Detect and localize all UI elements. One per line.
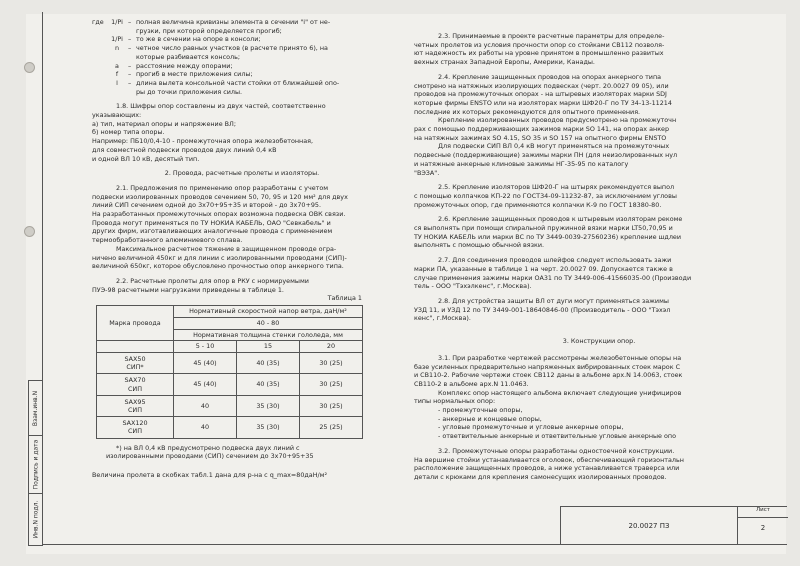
paragraph: 2.4. Крепление защищенных проводов на опорах анкерного типа — [438, 72, 662, 81]
title-block — [560, 506, 787, 545]
table-cell: 35 (30) — [237, 395, 300, 416]
paragraph: вехных странах Западной Европы, Америки, Канады. — [414, 58, 595, 67]
paragraph: и одной ВЛ 10 кВ, десятый тип. — [92, 154, 200, 163]
paragraph: и СВ110-2. Рабочие чертежи стоек СВ112 даны в альбоме арх.N 14.0063, стоек — [414, 371, 683, 380]
table-note: *) на ВЛ 0,4 кВ предусмотрено подвеска двух линий с — [116, 443, 300, 452]
table-row — [97, 395, 363, 416]
paragraph: На разработанных промежуточных опорах возможна подвеска ОВК связи. — [92, 210, 346, 219]
paragraph: На вершине стойки устанавливается оголовок, обеспечивающий горизонтальн — [414, 455, 684, 464]
paragraph: на натяжных зажимах SO 4.15, SO 35 и SO 157 на опытного фирмы ENSTO — [414, 133, 667, 142]
paragraph: термообработанного алюминиевого сплава. — [92, 236, 243, 245]
table-ice-col: 20 — [300, 341, 363, 353]
paragraph: детали с крюками для крепления самонесущих изолированных проводов. — [414, 472, 667, 481]
table-ice-col: 15 — [237, 341, 300, 353]
table-header-wind: Нормативный скоростной напор ветра, даН/м² — [174, 306, 363, 318]
paragraph: Крепление изолированных проводов предусмотрено на промежуточн — [438, 116, 677, 125]
definition-row: которые разбивается консоль; — [136, 52, 241, 61]
paragraph: 2.2. Расчетные пролеты для опор в РКУ с нормируемыми — [116, 276, 309, 285]
right-column — [414, 12, 784, 482]
paragraph: для совместной подвески проводов двух линий 0,4 кВ — [92, 145, 277, 154]
table-cell: 45 (40) — [174, 352, 237, 373]
table-note: изолированными проводами (СИП) сечением до 3х70+95+35 — [106, 452, 314, 461]
paragraph: смотрено на натяжных изолирующих подвесках (черт. 20.0027 09 05), или — [414, 81, 669, 90]
paragraph: 2.8. Для устройства защиты ВЛ от дуги могут применяться зажимы — [438, 296, 669, 305]
binding-cell: Инв.N подл. — [32, 500, 40, 538]
table-cell-brand: SAX120 СИП — [97, 417, 174, 438]
paragraph: выполнять с помощью обычной вязки. — [414, 241, 545, 250]
paragraph: типы нормальных опор: — [414, 397, 496, 406]
paragraph: СВ110-2 в альбоме арх.N 11.0463. — [414, 379, 529, 388]
definition-row: a – расстояние между опорами; — [115, 61, 233, 70]
table-header-brand: Марка провода — [97, 306, 174, 341]
paragraph: последние их которых рекомендуются для опытного применения. — [414, 107, 641, 116]
binder-hole — [24, 62, 35, 73]
paragraph: а) тип, материал опоры и напряжение ВЛ; — [92, 119, 237, 128]
paragraph: Максимальное расчетное тяжение в защищенном проводе огра- — [116, 244, 337, 253]
binder-hole — [24, 226, 35, 237]
paragraph: б) номер типа опоры. — [92, 128, 165, 137]
sheet-number-box — [737, 507, 788, 545]
table-row — [97, 374, 363, 395]
table-cell: 45 (40) — [174, 374, 237, 395]
table-header-wind-range: 40 - 80 — [174, 317, 363, 329]
paragraph: 1.8. Шифры опор составлены из двух частей, соответственно — [116, 102, 326, 111]
paragraph: ПУЭ-98 расчетными нагрузками приведены в таблице 1. — [92, 285, 284, 294]
sheet-label: Лист — [738, 507, 788, 518]
table-note: Величина пролета в скобках табл.1 дана для р-на с q_max=80даН/м² — [92, 470, 328, 479]
binding-cell: Взам.инв.N — [29, 381, 43, 436]
list-item: - анкерные и концевые опоры, — [438, 414, 542, 423]
binding-cell: Подпись и дата — [29, 435, 43, 494]
definition-row: 1/Pi – то же в сечении на опоре в консоли; — [111, 35, 261, 44]
paragraph: Например: ПБ10/0,4-10 - промежуточная опора железобетонная, — [92, 137, 314, 146]
paragraph: рах с помощью поддерживающих зажимов марки SO 141, на опорах анкер — [414, 125, 670, 134]
paragraph: указывающих: — [92, 111, 142, 120]
paragraph: ют надежность их работы на уровне принятом в промышленно развитых — [414, 49, 664, 58]
paragraph: расположение защищенных проводов, а ниже устанавливается траверса или — [414, 464, 680, 473]
paragraph: 3.2. Промежуточные опоры разработаны одностоечной конструкции. — [438, 446, 675, 455]
table-ice-col: 5 - 10 — [174, 341, 237, 353]
paragraph: ничено величиной 450кг и для линии с изолированными проводами (СИП)- — [92, 253, 347, 262]
paragraph: "ВЭЗА". — [414, 168, 440, 177]
table-cell: 35 (30) — [237, 417, 300, 438]
paragraph: которые фирмы ENSTO или на изоляторах марки ШФ20-Г по ТУ 34-13-11214 — [414, 98, 672, 107]
table-cell: 40 — [174, 417, 237, 438]
paragraph: базе усиленных предварительно напряженных вибрированных стоек марок С — [414, 362, 681, 371]
section-heading: 3. Конструкции опор. — [562, 337, 636, 346]
definition-row: f – прогиб в месте приложения силы; — [115, 70, 253, 79]
paragraph: проводов на промежуточных опорах - на штыревых изоляторах марки SDJ — [414, 90, 667, 99]
list-item: - ответвительные анкерные и ответвительные угловые анкерные опо — [438, 432, 677, 441]
paragraph: четных пролетов из условия прочности опор со стойками СВ112 позволя- — [414, 40, 665, 49]
paragraph: тель - ООО "Тэхэлкенс", г.Москва). — [414, 282, 532, 291]
table-row — [97, 352, 363, 373]
paragraph: подвесные (поддерживающие) зажимы марки ПН (для неизолированных нул — [414, 151, 678, 160]
table-cell: 40 — [174, 395, 237, 416]
table-cell-brand: SAX50 СИП* — [97, 352, 174, 373]
definition-row: где 1/Pi – полная величина кривизны элемента в сечении "i" от не- — [92, 18, 331, 26]
paragraph: кенс", г.Москва). — [414, 314, 471, 323]
table-cell: 30 (25) — [300, 374, 363, 395]
paragraph: с помощью колпачков КП-22 по ГОСТ34-09-11232-87, за исключением угловы — [414, 191, 677, 200]
paragraph: Комплекс опор настоящего альбома включает следующие унифициров — [438, 388, 682, 397]
paragraph: ся выполнять при помощи спиральной пружинной вязки марки LT50,70,95 и — [414, 224, 673, 233]
paragraph: 2.7. Для соединения проводов шлейфов следует использовать зажи — [438, 256, 672, 265]
paragraph: 2.6. Крепление защищенных проводов к штыревым изоляторам рекоме — [438, 215, 683, 224]
paragraph: 2.1. Предложения по применению опор разработаны с учетом — [116, 183, 329, 192]
definition-row: n – четное число равных участков (в расчете принято 6), на — [114, 44, 328, 53]
paragraph: 2.5. Крепление изоляторов ШФ20-Г на штырях рекомендуется выпол — [438, 183, 675, 192]
paragraph: марки ПА, указанные в таблице 1 на черт. 20.0027 09. Допускается также в — [414, 264, 673, 273]
table-cell: 30 (25) — [300, 395, 363, 416]
table-cell: 40 (35) — [237, 374, 300, 395]
table-cell-brand: SAX95 СИП — [97, 395, 174, 416]
paragraph: случае применения зажимы марки ОА31 по ТУ 3449-006-41566035-00 (Производи — [414, 273, 692, 282]
paragraph: 3.1. При разработке чертежей рассмотрены железобетонные опоры на — [438, 353, 682, 362]
paragraph: Для подвески СИП ВЛ 0,4 кВ могут применяться на промежуточных — [438, 142, 670, 151]
table-1 — [96, 305, 363, 438]
table-header-ice: Нормативная толщина стенки гололеда, мм — [174, 329, 363, 341]
paragraph: других фирм, изготавливающих аналогичные провода с применением — [92, 227, 333, 236]
table-cell: 25 (25) — [300, 417, 363, 438]
definition-row: ры до точки приложения силы. — [136, 87, 243, 96]
left-column — [92, 18, 392, 480]
table-row — [97, 417, 363, 438]
paragraph: промежуточных опор, где применяются колпачки К-9 по ГОСТ 18380-80. — [414, 200, 662, 209]
binding-strip — [28, 380, 43, 546]
definition-row: грузки, при которой определяется прогиб; — [136, 26, 282, 35]
paragraph: и натяжные анкерные клиновые зажимы НГ-35-95 по каталогу — [414, 159, 629, 168]
list-item: - угловые промежуточные и угловые анкерные опоры, — [438, 423, 624, 432]
list-item: - промежуточные опоры, — [438, 406, 523, 415]
paragraph: величиной 650кг, которое обусловлено прочностью опор анкерного типа. — [92, 262, 344, 271]
document-code: 20.0027 ПЗ — [628, 522, 670, 530]
table-cell-brand: SAX70 СИП — [97, 374, 174, 395]
paragraph: ТУ НОКИА КАБЕЛЬ или марки ВС по ТУ 3449-0039-27560236) крепление шдлеи — [414, 232, 681, 241]
table-caption: Таблица 1 — [327, 294, 362, 303]
sheet-number: 2 — [760, 524, 766, 532]
table-cell: 40 (35) — [237, 352, 300, 373]
paragraph: Провода могут применяться по ТУ НОКИА КАБЕЛЬ, ОАО "Севкабель" и — [92, 218, 331, 227]
paragraph: подвески изолированных проводов сечением 50, 70, 95 и 120 мм² для двух — [92, 192, 348, 201]
definition-row: l – длина вылета консольной части стойки от ближайшей опо- — [116, 78, 340, 87]
definitions-list — [92, 18, 392, 96]
section-heading: 2. Провода, расчетные пролеты и изоляторы. — [164, 169, 320, 178]
paragraph: УЗД 11, и УЗД 12 по ТУ 3449-001-18640846-00 (Производитель - ООО "Тэхэл — [414, 305, 671, 314]
paragraph: 2.3. Принимаемые в проекте расчетные параметры для определе- — [438, 32, 665, 40]
paragraph: линий СИП сечением одной до 3х70+95+35 и второй - до 3х70+95. — [92, 201, 321, 210]
table-cell: 30 (25) — [300, 352, 363, 373]
